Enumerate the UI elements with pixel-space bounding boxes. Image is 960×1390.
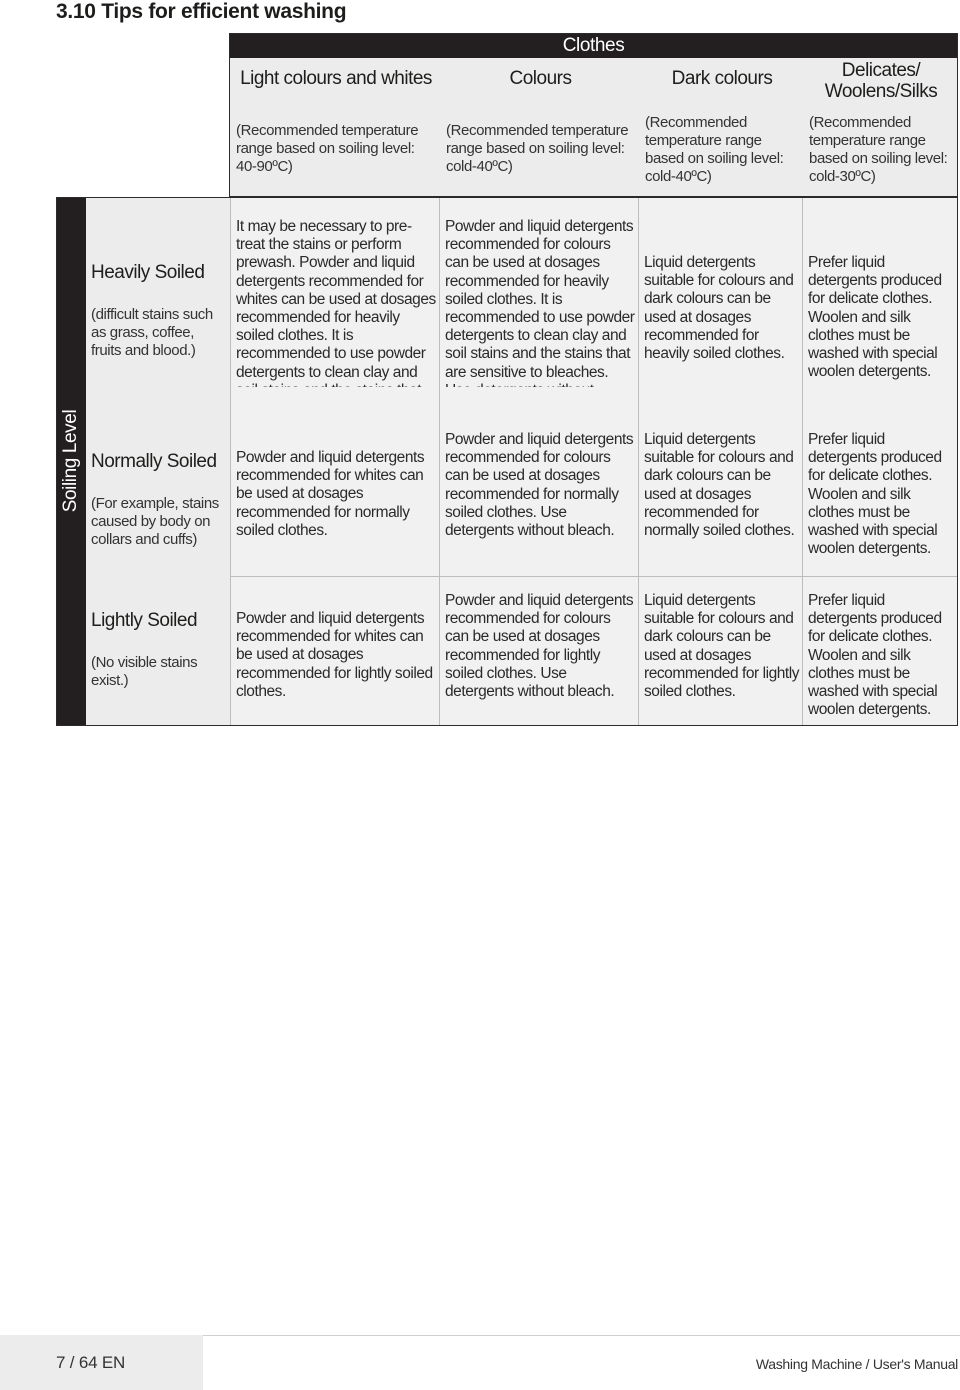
column-header-dark — [639, 58, 803, 196]
cell-lightly-light: Powder and liquid detergents recommended for whites can be used at dosages recommended for lightly soiled clothes. — [230, 576, 439, 725]
grid-divider — [230, 198, 231, 725]
column-title: Dark colours — [671, 68, 773, 89]
column-title: Colours — [509, 68, 572, 89]
document-name: Washing Machine / User's Manual — [755, 1356, 958, 1372]
row-title: Heavily Soiled — [91, 262, 205, 283]
row-subtitle: (difficult stains such as grass, coffee, fruits and blood.) — [91, 306, 213, 359]
grid-divider — [802, 198, 803, 725]
row-header-heavily — [86, 198, 230, 387]
cell-normally-light: Powder and liquid detergents recommended for whites can be used at dosages recommended for normally soiled clothes. — [230, 387, 439, 576]
clothes-header-block — [229, 33, 958, 197]
column-temperature: (Recommended temperature range based on soiling level: cold-40ºC) — [645, 114, 784, 185]
row-title: Lightly Soiled — [91, 610, 198, 631]
column-header-delicates — [803, 58, 957, 196]
column-temperature: (Recommended temperature range based on soiling level: cold-40ºC) — [446, 122, 629, 175]
column-temperature: (Recommended temperature range based on soiling level: cold-30ºC) — [809, 114, 948, 185]
cell-normally-dark: Liquid detergents suitable for colours and dark colours can be used at dosages recommended for normally soiled clothes. — [638, 387, 802, 576]
footer-rule — [203, 1335, 960, 1336]
page-title: 3.10 Tips for efficient washing — [56, 0, 347, 23]
column-title: Light colours and whites — [240, 68, 432, 89]
page-footer — [0, 1335, 960, 1390]
cell-heavily-colours: Powder and liquid detergents recommended for colours can be used at dosages recommended for heavily soiled clothes. It is recommended to use powder detergents to clean clay and soil stains and the stains that are sensitive to bleaches. — [439, 198, 638, 387]
grid-divider — [439, 198, 440, 725]
column-title: Delicates/ Woolens/Silks — [824, 60, 938, 102]
column-header-light — [230, 58, 440, 196]
cell-heavily-delicates: Prefer liquid detergents produced for delicate clothes. Woolen and silk clothes must be washed with special woolen detergents. — [802, 198, 957, 387]
row-title: Normally Soiled — [91, 451, 217, 472]
cell-lightly-colours: Powder and liquid detergents recommended for colours can be used at dosages recommended for lightly soiled clothes. Use detergents without bleach. — [439, 576, 638, 725]
cell-heavily-light: It may be necessary to pre-treat the stains or perform prewash. Powder and liquid detergents recommended for whites can be used at dosages recommended for heavily soiled clothes. It is recommended to use powder detergents to clean clay and — [230, 198, 439, 387]
page-number: 7 / 64 EN — [56, 1353, 126, 1372]
cell-heavily-dark: Liquid detergents suitable for colours and dark colours can be used at dosages recommended for heavily soiled clothes. — [638, 198, 802, 387]
cell-lightly-delicates: Prefer liquid detergents produced for delicate clothes. Woolen and silk clothes must be washed with special woolen detergents. — [802, 576, 957, 725]
cell-normally-delicates: Prefer liquid detergents produced for delicate clothes. Woolen and silk clothes must be washed with special woolen detergents. — [802, 387, 957, 576]
cell-normally-colours: Powder and liquid detergents recommended for colours can be used at dosages recommended for normally soiled clothes. Use detergents without bleach. — [439, 387, 638, 576]
cell-lightly-dark: Liquid detergents suitable for colours and dark colours can be used at dosages recommended for lightly soiled clothes. — [638, 576, 802, 725]
row-subtitle: (No visible stains exist.) — [91, 654, 198, 689]
washing-tips-table — [56, 197, 958, 726]
column-temperature: (Recommended temperature range based on soiling level: 40-90ºC) — [236, 122, 419, 175]
column-header-colours — [440, 58, 639, 196]
soiling-level-label: Soiling Level — [60, 409, 81, 513]
grid-divider — [638, 198, 639, 725]
soiling-level-bar — [57, 198, 86, 725]
clothes-group-header: Clothes — [230, 34, 957, 58]
row-header-lightly — [86, 576, 230, 725]
row-header-normally — [86, 387, 230, 576]
grid-divider — [230, 576, 957, 577]
row-subtitle: (For example, stains caused by body on collars and cuffs) — [91, 495, 219, 548]
